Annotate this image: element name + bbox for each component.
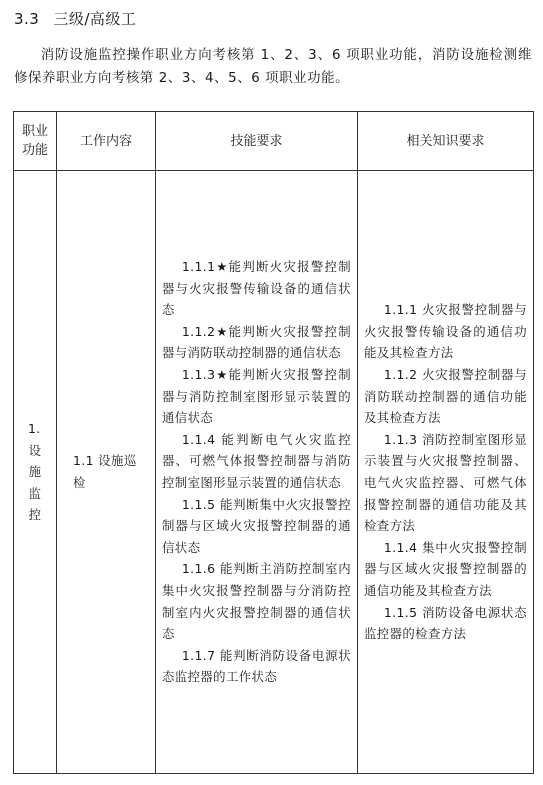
header-knowledge: 相关知识要求	[358, 112, 534, 171]
header-work-content: 工作内容	[57, 112, 156, 171]
section-number: 3.3	[14, 10, 40, 28]
skill-item: 1.1.2★能判断火灾报警控制器与消防联动控制器的通信状态	[162, 323, 351, 361]
function-number: 1.	[28, 421, 41, 437]
knowledge-item: 1.1.3 消防控制室图形显示装置与火灾报警控制器、电气火灾监控器、可燃气体报警控制器的通信功能及其检查方法	[364, 431, 527, 534]
skill-item: 1.1.1★能判断火灾报警控制器与火灾报警传输设备的通信状态	[162, 259, 351, 318]
skill-item: 1.1.3★能判断火灾报警控制器与消防控制室图形显示装置的通信状态	[162, 367, 351, 426]
knowledge-item: 1.1.5 消防设备电源状态监控器的检查方法	[364, 604, 527, 642]
header-function: 职业功能	[14, 112, 57, 171]
skills-cell	[156, 171, 358, 774]
skill-item: 1.1.7 能判断消防设备电源状态监控器的工作状态	[162, 647, 351, 685]
work-content-cell: 1.1 设施巡检	[57, 171, 156, 774]
function-name: 设施监控	[28, 442, 42, 523]
skill-item: 1.1.5 能判断集中火灾报警控制器与区域火灾报警控制器的通信状态	[162, 496, 351, 555]
intro-paragraph: 消防设施监控操作职业方向考核第 1、2、3、6 项职业功能，消防设施检测维修保养职业方向考核第 2、3、4、5、6 项职业功能。	[14, 48, 532, 86]
knowledge-item: 1.1.2 火灾报警控制器与消防联动控制器的通信功能及其检查方法	[364, 367, 527, 426]
skill-item: 1.1.6 能判断主消防控制室内集中火灾报警控制器与分消防控制室内火灾报警控制器的通信状态	[162, 561, 351, 642]
header-skills: 技能要求	[156, 112, 358, 171]
function-cell	[14, 171, 57, 774]
knowledge-cell	[358, 171, 534, 774]
skill-item: 1.1.4 能判断电气火灾监控器、可燃气体报警控制器与消防控制室图形显示装置的通信状态	[162, 431, 351, 490]
table-header-row	[14, 112, 534, 171]
table-row	[14, 171, 534, 774]
knowledge-item: 1.1.1 火灾报警控制器与火灾报警传输设备的通信功能及其检查方法	[364, 302, 527, 361]
skills-table	[13, 111, 534, 774]
knowledge-item: 1.1.4 集中火灾报警控制器与区域火灾报警控制器的通信功能及其检查方法	[364, 539, 527, 598]
section-title: 三级/高级工	[53, 10, 137, 28]
section-heading	[14, 8, 136, 29]
